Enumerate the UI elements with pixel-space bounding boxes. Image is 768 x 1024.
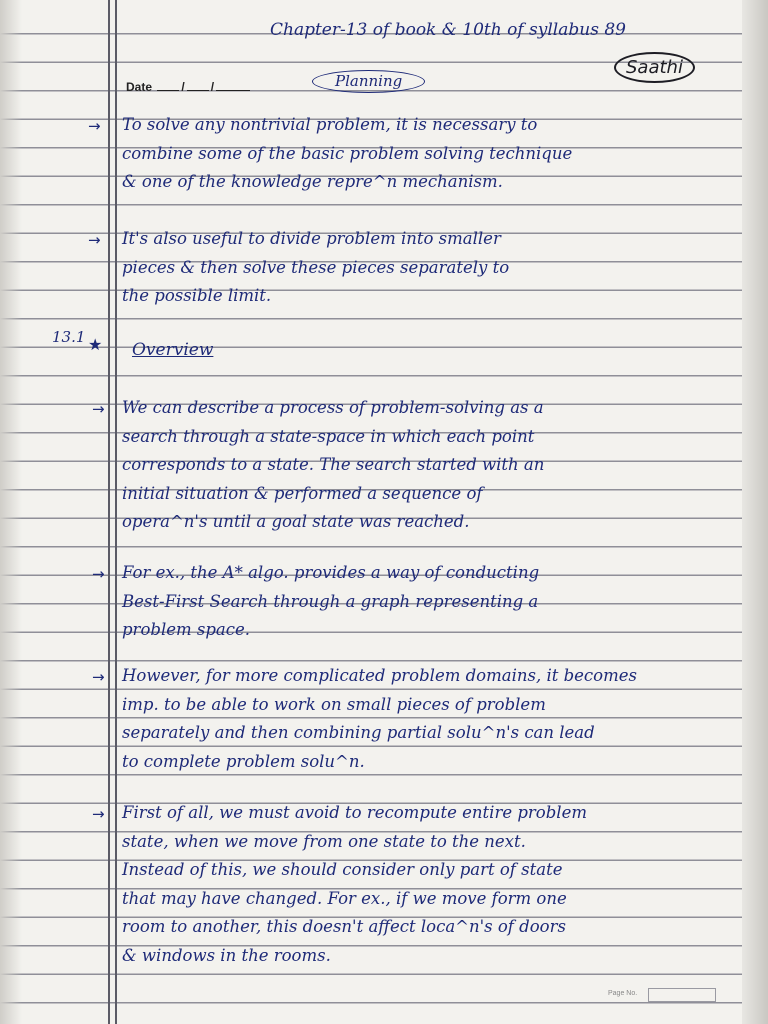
bullet-arrow-icon: → xyxy=(92,805,105,823)
note-paragraph xyxy=(122,111,572,197)
page-number-box xyxy=(648,988,716,1002)
note-paragraph xyxy=(122,225,509,311)
brand-logo: Saathi xyxy=(614,52,695,83)
note-line: combine some of the basic problem solving technique xyxy=(122,143,573,163)
note-line: However, for more complicated problem domains, it becomes xyxy=(122,666,637,685)
note-line: imp. to be able to work on small pieces of problem xyxy=(122,694,546,714)
note-line: First of all, we must avoid to recompute entire problem xyxy=(122,803,587,822)
note-line: Best-First Search through a graph representing a xyxy=(122,591,539,611)
date-label: Date xyxy=(126,80,153,94)
bullet-arrow-icon: → xyxy=(92,400,105,418)
date-field: Date / / xyxy=(126,80,252,94)
note-line: search through a state-space in which each point xyxy=(122,426,535,446)
bullet-arrow-icon: → xyxy=(92,565,105,583)
note-line: separately and then combining partial solu^n's can lead xyxy=(122,723,595,742)
note-paragraph xyxy=(122,559,539,645)
note-line: To solve any nontrivial problem, it is necessary to xyxy=(122,115,538,134)
bullet-arrow-icon: → xyxy=(92,668,105,686)
page-number-label: Page No. xyxy=(608,990,638,997)
note-line: We can describe a process of problem-solving as a xyxy=(122,398,544,417)
bullet-arrow-icon: → xyxy=(88,117,101,135)
note-line: that may have changed. For ex., if we move form one xyxy=(122,888,567,908)
topic-title: Planning xyxy=(312,70,425,93)
note-line: It's also useful to divide problem into smaller xyxy=(122,229,501,248)
note-line: to complete problem solu^n. xyxy=(122,751,365,771)
margin-line xyxy=(108,0,110,1024)
note-line: corresponds to a state. The search started with an xyxy=(122,455,545,474)
note-line: & windows in the rooms. xyxy=(122,945,331,965)
note-line: pieces & then solve these pieces separately to xyxy=(122,257,510,277)
note-paragraph xyxy=(122,662,637,776)
note-line: problem space. xyxy=(122,620,250,639)
note-line: opera^n's until a goal state was reached. xyxy=(122,512,470,531)
section-number: 13.1 xyxy=(52,328,86,346)
margin-line xyxy=(115,0,117,1024)
section-title: Overview xyxy=(132,340,214,360)
star-icon: ★ xyxy=(88,335,103,354)
note-paragraph xyxy=(122,394,544,537)
note-paragraph xyxy=(122,799,587,970)
note-line: Instead of this, we should consider only part of state xyxy=(122,860,563,879)
note-line: For ex., the A* algo. provides a way of conducting xyxy=(122,563,540,582)
note-line: initial situation & performed a sequence of xyxy=(122,483,483,503)
chapter-heading: Chapter-13 of book & 10th of syllabus 89 xyxy=(270,20,626,40)
note-line: state, when we move from one state to the next. xyxy=(122,831,526,851)
bullet-arrow-icon: → xyxy=(88,231,101,249)
page-edge xyxy=(742,0,768,1024)
note-line: & one of the knowledge repre^n mechanism. xyxy=(122,172,503,191)
note-line: room to another, this doesn't affect loca^n's of doors xyxy=(122,917,566,936)
note-line: the possible limit. xyxy=(122,286,272,305)
